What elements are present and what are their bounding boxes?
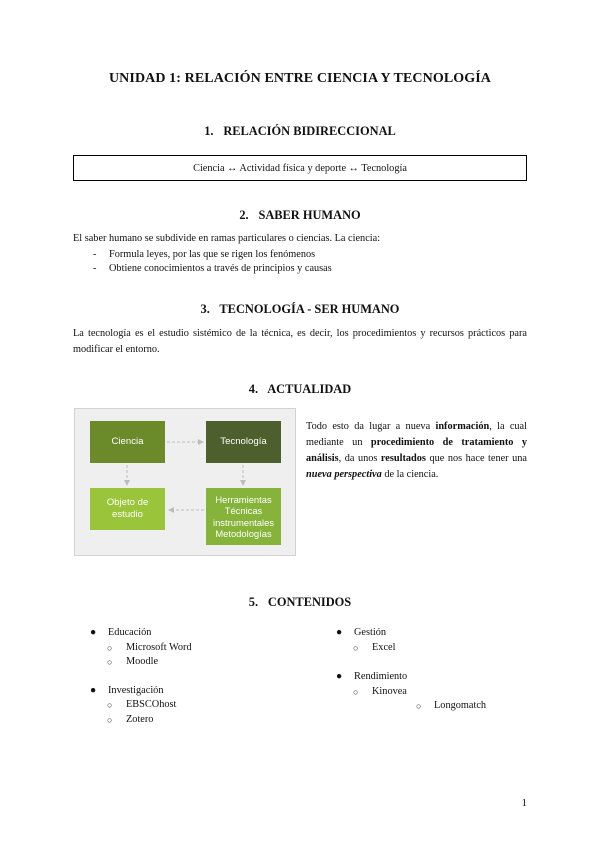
node-line: Herramientas (215, 493, 272, 505)
node-line: Técnicas (224, 505, 263, 516)
sub-list-wrapper (90, 641, 320, 670)
document-title: UNIDAD 1: RELACIÓN ENTRE CIENCIA Y TECNOLOGÍA (108, 71, 492, 86)
sub-list-wrapper (90, 698, 320, 727)
list-item-gestion (336, 626, 536, 641)
sub-list-wrapper (336, 641, 536, 656)
bullet-icon: ● (336, 671, 343, 682)
list-item-label: Investigación (108, 684, 164, 696)
list-item-investigacion (90, 684, 320, 699)
section-title: CONTENIDOS (267, 595, 352, 609)
list-item-text: Obtiene conocimientos a través de principios y causas (109, 263, 332, 274)
list-item (336, 685, 536, 700)
node-line: Metodologías (215, 528, 272, 539)
sub-list (336, 685, 536, 700)
sub-list-wrapper (336, 685, 536, 714)
list-item-label: Rendimiento (354, 671, 408, 682)
list-item-text: Zotero (126, 713, 154, 725)
sub-list (90, 698, 320, 727)
text-run: de la ciencia. (381, 469, 439, 480)
section-title: SABER HUMANO (258, 208, 361, 222)
list-item (336, 641, 536, 656)
list-item-text: Moodle (126, 656, 159, 667)
node-line: Objeto de (106, 497, 149, 508)
text-run: que nos hace tener una (425, 453, 527, 464)
dash-marker: - (93, 249, 97, 260)
list-item (93, 248, 332, 262)
circle-bullet-icon: ○ (107, 714, 113, 725)
section-heading-3 (0, 302, 600, 317)
relation-box: Ciencia ↔ Actividad física y deporte ↔ Tecnología (73, 155, 527, 181)
node-objeto-estudio (90, 488, 165, 530)
contenidos-right-list (336, 626, 536, 714)
text-run: Todo esto da lugar a nueva (306, 421, 436, 432)
bold-run: información (435, 421, 490, 432)
list-item (90, 655, 320, 670)
section-number: 3. (200, 302, 210, 316)
section-heading-2 (0, 208, 600, 223)
section-heading-4 (0, 382, 600, 397)
circle-bullet-icon: ○ (107, 657, 113, 667)
section-title: TECNOLOGÍA - SER HUMANO (219, 302, 400, 316)
circle-bullet-icon: ○ (416, 701, 422, 711)
section-number: 1. (204, 124, 214, 138)
actualidad-paragraph (306, 419, 527, 483)
sub-list (336, 641, 536, 656)
node-herramientas (206, 488, 281, 545)
section-title: RELACIÓN BIDIRECCIONAL (223, 124, 396, 138)
list-item (90, 698, 320, 713)
list-item (93, 262, 332, 276)
sub-sub-list (336, 699, 536, 714)
node-tecnologia: Tecnología (206, 421, 281, 463)
circle-bullet-icon: ○ (353, 686, 359, 697)
list-spacer (336, 655, 536, 670)
section-title: ACTUALIDAD (267, 382, 352, 396)
bold-run: resultados (380, 453, 426, 464)
list-item (90, 641, 320, 656)
saber-list (93, 248, 332, 276)
science-technology-diagram (74, 408, 296, 556)
list-item (90, 713, 320, 728)
list-item-text: Microsoft Word (126, 641, 192, 653)
node-ciencia: Ciencia (90, 421, 165, 463)
list-item-label: Educación (108, 627, 152, 638)
node-line: estudio (112, 509, 143, 520)
bullet-icon: ● (90, 627, 97, 638)
list-item-text: EBSCOhost (126, 699, 177, 710)
list-item-educacion (90, 626, 320, 641)
list-spacer (90, 670, 320, 684)
bullet-icon: ● (90, 684, 97, 696)
section-heading-1 (0, 124, 600, 139)
list-item-text: Longomatch (434, 700, 487, 711)
text-run: , da unos (338, 453, 381, 464)
section-number: 4. (248, 382, 259, 396)
bold-run: procedimiento de tratamiento y análisis (306, 437, 527, 464)
section-heading-5 (0, 595, 600, 610)
page-number: 1 (521, 797, 527, 809)
circle-bullet-icon: ○ (107, 700, 113, 710)
circle-bullet-icon: ○ (353, 642, 359, 653)
list-item-text: Kinovea (372, 685, 407, 697)
list-item-rendimiento (336, 670, 536, 685)
section-number: 2. (239, 208, 249, 222)
bullet-icon: ● (336, 627, 343, 638)
list-item-label: Gestión (354, 627, 387, 638)
text-run: , la cual mediante un (306, 421, 527, 448)
list-item (336, 699, 536, 714)
circle-bullet-icon: ○ (107, 642, 113, 653)
sub-list (90, 641, 320, 670)
saber-intro: El saber humano se subdivide en ramas particulares o ciencias. La ciencia: (73, 233, 381, 244)
tecnologia-paragraph: La tecnología es el estudio sistémico de la técnica, es decir, los procedimientos y recursos prácticos para modificar el entorno. (73, 328, 527, 355)
list-item-text: Formula leyes, por las que se rigen los fenómenos (109, 249, 316, 260)
dash-marker: - (93, 263, 97, 274)
list-item-text: Excel (372, 641, 396, 653)
contenidos-left-list (90, 626, 320, 727)
italic-run: nueva perspectiva (306, 469, 382, 480)
node-line: instrumentales (213, 516, 274, 528)
section-number: 5. (248, 595, 259, 609)
